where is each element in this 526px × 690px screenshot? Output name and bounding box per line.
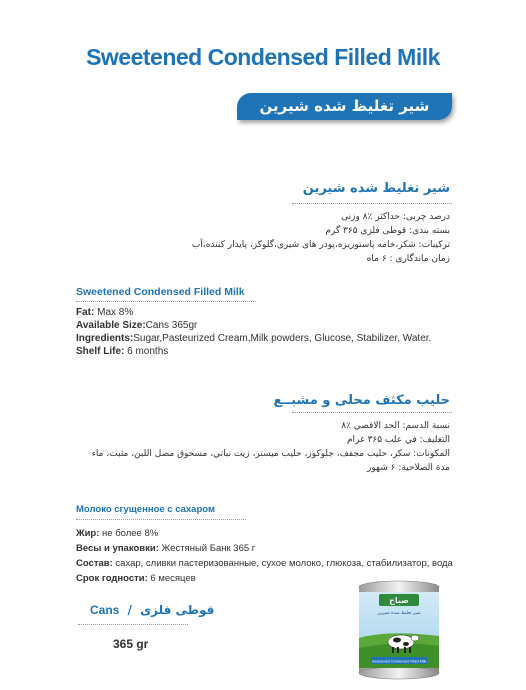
russian-fat: Жир: не более 8% <box>76 528 159 539</box>
english-ingredients: Ingredients:Sugar,Pasteurized Cream,Milk powders, Glucose, Stabilizer, Water. <box>76 333 432 344</box>
package-label-en: Cans <box>90 603 120 617</box>
english-shelf-life: Shelf Life: 6 months <box>76 346 169 357</box>
persian-heading: شیر تغلیظ شده شیرین <box>302 181 450 196</box>
english-size: Available Size:Cans 365gr <box>76 320 198 331</box>
persian-shelf-life: زمان ماندگاری : ۶ ماه <box>366 254 450 264</box>
russian-divider <box>76 519 246 520</box>
arabic-packaging: التغليف: في علب ۳۶۵ غرام <box>346 435 450 445</box>
arabic-ingredients: المكونات: سكر، حليب مجفف، جلوكوز، حليب ميستر، زيت نباتي، مسحوق مصل اللبن، مثبت، ماء <box>91 449 450 459</box>
page-title: Sweetened Condensed Filled Milk <box>86 44 440 70</box>
english-divider <box>76 301 256 302</box>
russian-composition: Состав: сахар, сливки пастеризованные, сухое молоко, глюкоза, стабилизатор, вода <box>76 558 453 569</box>
english-heading: Sweetened Condensed Filled Milk <box>76 286 245 298</box>
english-fat: Fat: Max 8% <box>76 307 134 318</box>
arabic-shelf-life: مدة الصلاحية: ۶ شهور <box>367 463 450 473</box>
package-separator: / <box>127 603 132 617</box>
arabic-fat: نسبة الدسم: الحد الاقصي ٪۸ <box>341 421 450 431</box>
russian-weight: Весы и упаковки: Жестяный Банк 365 г <box>76 543 256 554</box>
english-specs <box>76 306 431 358</box>
package-weight: 365 gr <box>113 637 149 651</box>
persian-size: بسته بندی: قوطی فلزی ۳۶۵ گرم <box>325 226 450 236</box>
persian-divider <box>292 203 452 204</box>
persian-fat: درصد چربی: حداکثر ٪۸ وزنی <box>341 212 450 222</box>
package-divider <box>78 624 188 625</box>
title-banner: شیر تغلیظ شده شیرین <box>237 93 452 120</box>
arabic-divider <box>292 412 452 413</box>
russian-specs <box>76 526 453 586</box>
russian-heading: Молоко сгущенное с сахаром <box>76 504 215 515</box>
can-brand: صباح <box>389 596 409 605</box>
can-product-fa: شیر تغلیظ شده شیرین <box>377 611 421 616</box>
russian-shelf-life: Срок годности: 6 месяцев <box>76 573 196 584</box>
persian-specs <box>90 210 450 266</box>
can-product-en: Sweetened Condensed Filled Milk <box>371 659 427 664</box>
package-label-fa: قوطی فلزی <box>140 603 215 617</box>
persian-ingredients: ترکیبات: شکر،خامه پاستوریزه،پودر های شیری،گلوکز، پایدار کننده،آب <box>191 240 450 250</box>
product-can-image <box>357 580 441 680</box>
package-label <box>90 603 214 617</box>
arabic-heading: حليب مكثف محلى و مشبــع <box>273 393 450 408</box>
arabic-specs <box>70 419 450 475</box>
